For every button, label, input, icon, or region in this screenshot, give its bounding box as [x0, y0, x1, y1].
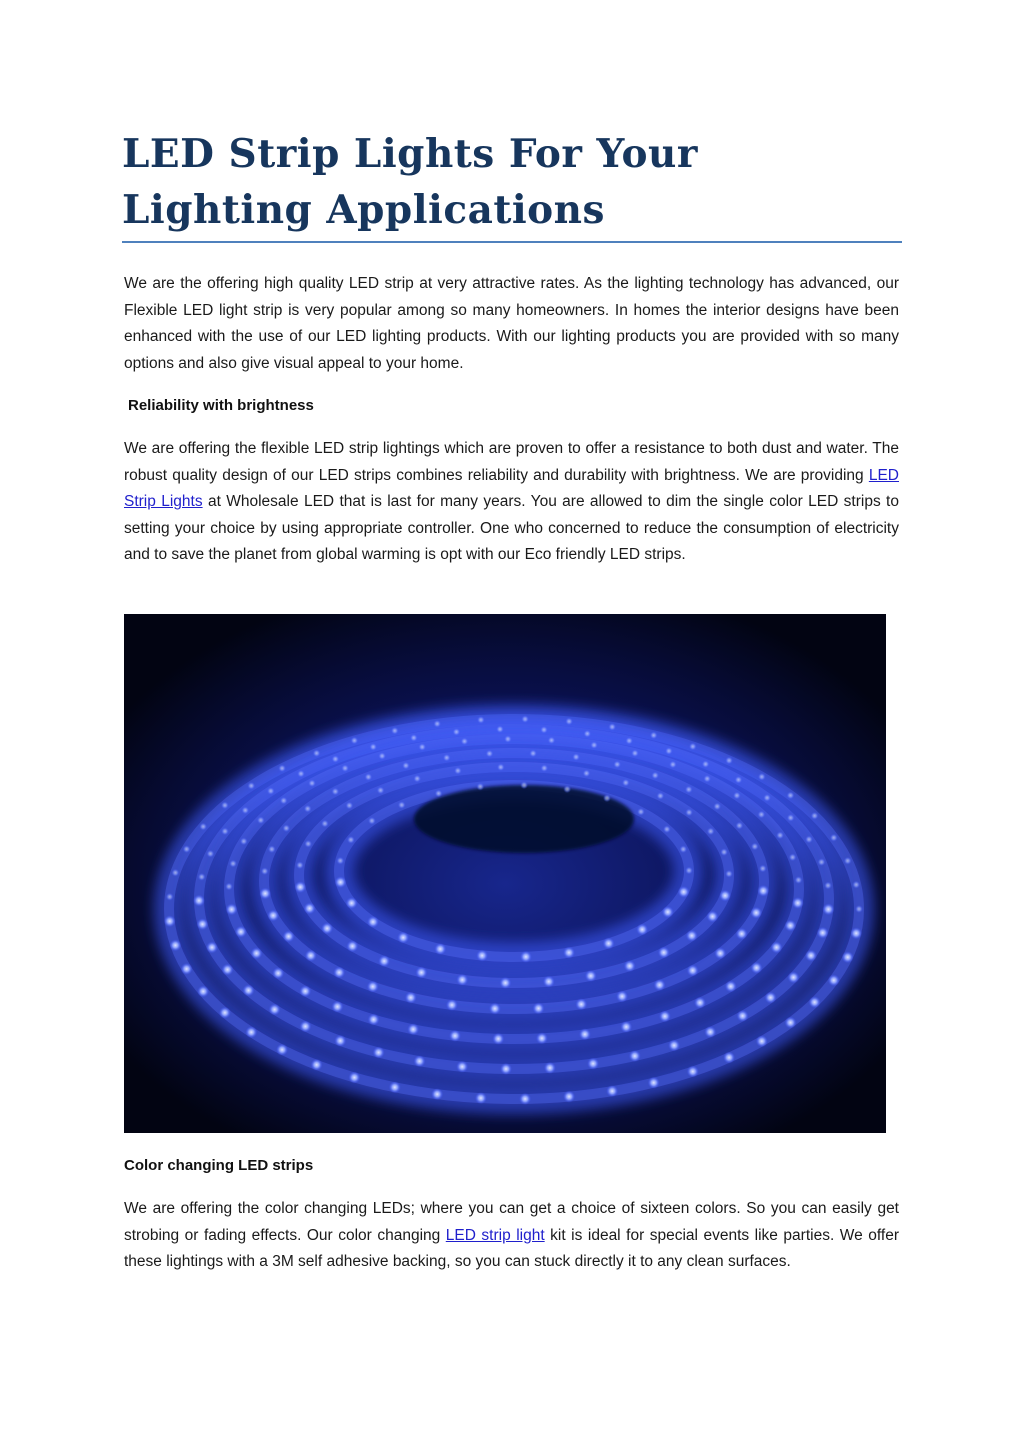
led-dot: [587, 1058, 599, 1070]
led-dot: [456, 1061, 468, 1073]
led-dot: [431, 1088, 443, 1100]
led-dot: [789, 853, 797, 861]
led-dot: [637, 808, 645, 816]
led-dot: [787, 791, 795, 799]
led-dot: [378, 752, 386, 760]
led-dot: [405, 992, 417, 1004]
led-dot: [449, 1030, 461, 1042]
led-dot: [784, 920, 796, 932]
led-dot: [613, 760, 621, 768]
led-dot: [662, 906, 674, 918]
led-dot: [434, 943, 446, 955]
led-dot: [311, 1059, 323, 1071]
led-dot: [331, 1001, 343, 1013]
led-dot: [563, 1091, 575, 1103]
led-dot: [456, 974, 468, 986]
led-dot: [413, 775, 421, 783]
led-dot: [452, 728, 460, 736]
led-dot: [305, 950, 317, 962]
led-dot: [345, 802, 353, 810]
led-dot: [222, 964, 234, 976]
led-dot: [750, 907, 762, 919]
led-dot: [685, 867, 693, 875]
led-dot: [276, 1044, 288, 1056]
led-dot: [164, 915, 176, 927]
led-dot: [529, 749, 537, 757]
led-dot: [321, 922, 333, 934]
led-dot: [521, 715, 529, 723]
led-dot: [294, 881, 306, 893]
led-dot: [620, 1021, 632, 1033]
section-heading-color-changing: Color changing LED strips: [124, 1157, 314, 1174]
led-dot: [304, 840, 312, 848]
led-dot: [735, 822, 743, 830]
led-dot: [221, 827, 229, 835]
led-dot: [852, 881, 860, 889]
led-dot: [391, 727, 399, 735]
led-dot: [377, 786, 385, 794]
led-dot: [346, 897, 358, 909]
led-dot: [669, 761, 677, 769]
led-dot: [368, 817, 376, 825]
led-dot: [707, 911, 719, 923]
led-dot: [540, 726, 548, 734]
led-dot: [686, 930, 698, 942]
led-dot: [792, 897, 804, 909]
led-coil-image: [124, 614, 886, 1133]
led-dot: [500, 1063, 512, 1075]
led-dot: [585, 970, 597, 982]
led-dot: [304, 805, 312, 813]
led-dot: [565, 717, 573, 725]
led-dot: [313, 749, 321, 757]
led-dot: [197, 918, 209, 930]
led-dot: [308, 779, 316, 787]
led-dot: [855, 905, 863, 913]
led-dot: [707, 827, 715, 835]
led-dot: [243, 984, 255, 996]
led-dot: [461, 737, 469, 745]
led-dot: [668, 1039, 680, 1051]
led-dot: [648, 1077, 660, 1089]
led-dot: [367, 916, 379, 928]
led-dot: [267, 910, 279, 922]
led-dot: [651, 771, 659, 779]
led-dot: [259, 888, 271, 900]
led-dot: [407, 1023, 419, 1035]
led-dot: [235, 926, 247, 938]
led-strip-photo: [124, 614, 886, 1133]
led-dot: [725, 980, 737, 992]
led-dot: [257, 816, 265, 824]
led-dot: [347, 836, 355, 844]
led-dot: [282, 824, 290, 832]
led-dot: [410, 734, 418, 742]
led-dot: [737, 1010, 749, 1022]
led-dot: [830, 834, 838, 842]
led-dot: [817, 927, 829, 939]
led-dot: [443, 754, 451, 762]
led-dot: [489, 1003, 501, 1015]
led-dot: [269, 1004, 281, 1016]
led-dot: [733, 792, 741, 800]
led-dot: [678, 886, 690, 898]
led-dot: [544, 1062, 556, 1074]
led-dot: [199, 823, 207, 831]
led-dot: [663, 825, 671, 833]
led-dot: [335, 876, 347, 888]
led-dot: [268, 845, 276, 853]
led-dot: [590, 741, 598, 749]
led-dot: [758, 773, 766, 781]
led-dot: [477, 716, 485, 724]
led-dot: [735, 776, 743, 784]
led-dot: [714, 947, 726, 959]
led-dot: [221, 801, 229, 809]
led-dot: [166, 893, 174, 901]
led-dot: [350, 737, 358, 745]
led-dot: [624, 960, 636, 972]
led-dot: [787, 814, 795, 822]
led-dot: [299, 1020, 311, 1032]
led-dot: [679, 845, 687, 853]
led-dot: [751, 843, 759, 851]
led-dot: [454, 767, 462, 775]
led-dot: [171, 869, 179, 877]
led-dot: [809, 996, 821, 1008]
led-dot: [206, 850, 214, 858]
led-dot: [348, 1072, 360, 1084]
led-dot: [197, 985, 209, 997]
led-dot: [181, 963, 193, 975]
led-dot: [757, 811, 765, 819]
led-dot: [583, 730, 591, 738]
led-dot: [629, 1050, 641, 1062]
led-dot: [736, 928, 748, 940]
led-dot: [757, 885, 769, 897]
led-dot: [625, 737, 633, 745]
led-dot: [283, 930, 295, 942]
led-dot: [334, 1035, 346, 1047]
led-dot: [367, 981, 379, 993]
led-dot: [763, 794, 771, 802]
led-dot: [169, 939, 181, 951]
led-dot: [435, 789, 443, 797]
led-dot: [659, 1010, 671, 1022]
led-strip-lights-link[interactable]: LED Strip Lights: [124, 466, 899, 511]
led-dot: [636, 924, 648, 936]
led-dot: [247, 782, 255, 790]
title-divider: [122, 241, 902, 243]
led-dot: [583, 769, 591, 777]
led-dot: [346, 940, 358, 952]
led-dot: [616, 990, 628, 1002]
led-dot: [548, 736, 556, 744]
led-dot: [606, 1085, 618, 1097]
led-dot: [198, 873, 206, 881]
led-dot: [765, 992, 777, 1004]
led-dot: [519, 1093, 531, 1105]
led-dot: [703, 775, 711, 783]
led-dot: [656, 792, 664, 800]
led-dot: [241, 806, 249, 814]
led-dot: [398, 801, 406, 809]
led-dot: [685, 786, 693, 794]
led-dot: [397, 932, 409, 944]
led-dot: [536, 1032, 548, 1044]
led-dot: [719, 890, 731, 902]
color-changing-paragraph: [124, 1196, 899, 1276]
led-dot: [713, 802, 721, 810]
led-dot: [299, 985, 311, 997]
led-strip-light-link[interactable]: LED strip light: [445, 1226, 545, 1244]
led-dot: [759, 865, 767, 873]
led-dot: [418, 743, 426, 751]
led-dot: [824, 882, 832, 890]
led-dot: [689, 743, 697, 751]
led-dot: [694, 997, 706, 1009]
led-dot: [818, 858, 826, 866]
led-dot: [572, 753, 580, 761]
led-dot: [304, 902, 316, 914]
reliability-paragraph: [124, 436, 899, 569]
led-dot: [486, 750, 494, 758]
led-dot: [575, 998, 587, 1010]
led-dot: [540, 764, 548, 772]
led-dot: [811, 812, 819, 820]
led-dot: [850, 927, 862, 939]
led-dot: [788, 971, 800, 983]
led-dot: [280, 797, 288, 805]
led-dot: [492, 1033, 504, 1045]
led-dot: [776, 831, 784, 839]
led-dot: [687, 965, 699, 977]
led-dot: [446, 999, 458, 1011]
led-dot: [579, 1028, 591, 1040]
led-dot: [842, 951, 854, 963]
section-heading-reliability: Reliability with brightness: [128, 397, 314, 414]
led-dot: [687, 1066, 699, 1078]
led-dot: [685, 808, 693, 816]
led-dot: [193, 895, 205, 907]
led-dot: [543, 976, 555, 988]
led-dot: [805, 950, 817, 962]
led-dot: [229, 860, 237, 868]
led-dot: [251, 947, 263, 959]
led-dot: [704, 1026, 716, 1038]
led-dot: [720, 848, 728, 856]
led-dot: [415, 967, 427, 979]
led-dot: [756, 1035, 768, 1047]
led-dot: [504, 735, 512, 743]
led-dot: [844, 857, 852, 865]
led-dot: [631, 749, 639, 757]
color-text-start: We are offering the color changing LEDs; where you can get a choice of sixteen colors. So you can easily get strobing or fading effects. Our color changing: [124, 1200, 899, 1244]
led-dot: [331, 755, 339, 763]
led-dot: [533, 1002, 545, 1014]
led-dot: [702, 760, 710, 768]
led-dot: [725, 870, 733, 878]
led-dot: [240, 837, 248, 845]
led-dot: [373, 1047, 385, 1059]
led-dot: [414, 1055, 426, 1067]
led-dot: [297, 770, 305, 778]
led-dot: [475, 1092, 487, 1104]
led-dot: [364, 773, 372, 781]
led-dot: [226, 903, 238, 915]
led-dot: [402, 762, 410, 770]
led-dot: [368, 1014, 380, 1026]
led-dot: [321, 820, 329, 828]
led-dot: [219, 1007, 231, 1019]
led-dot: [267, 787, 275, 795]
led-dot: [795, 876, 803, 884]
led-dot: [225, 883, 233, 891]
reliability-text-start: We are offering the flexible LED strip lightings which are proven to offer a resistance to both dust and water. The robust quality design of our LED strips combines reliability and durability with brightness. We are providing: [124, 440, 899, 484]
led-dot: [496, 725, 504, 733]
led-dot: [822, 903, 834, 915]
led-dot: [245, 1026, 257, 1038]
coil-center-shadow: [414, 785, 634, 853]
led-dot: [272, 967, 284, 979]
led-dot: [296, 861, 304, 869]
led-dot: [563, 785, 571, 793]
led-dot: [497, 763, 505, 771]
led-dot: [658, 947, 670, 959]
led-dot: [828, 974, 840, 986]
led-dot: [476, 950, 488, 962]
color-text-end: kit is ideal for special events like parties. We offer these lightings with a 3M self adhesive backing, so you can stuck directly it to any clean surfaces.: [124, 1226, 899, 1271]
led-dot: [369, 743, 377, 751]
led-dot: [725, 757, 733, 765]
led-dot: [499, 977, 511, 989]
led-dot: [476, 783, 484, 791]
intro-paragraph: We are the offering high quality LED strip at very attractive rates. As the lighting technology has advanced, our Flexible LED light strip is very popular among so many homeowners. In homes the interior designs have been enhanced with the use of our LED lighting products. With our lighting products you are provided with so many options and also give visual appeal to your home.: [124, 275, 899, 372]
led-dot: [520, 951, 532, 963]
led-dot: [603, 937, 615, 949]
led-dot: [771, 941, 783, 953]
page-title: LED Strip Lights For Your Lighting Applications: [122, 131, 698, 233]
led-dot: [665, 747, 673, 755]
led-dot: [603, 794, 611, 802]
led-dot: [336, 857, 344, 865]
led-dot: [650, 731, 658, 739]
led-dot: [608, 723, 616, 731]
led-dot: [333, 967, 345, 979]
led-dot: [331, 788, 339, 796]
led-dot: [278, 764, 286, 772]
led-dot: [261, 867, 269, 875]
led-dot: [183, 845, 191, 853]
led-dot: [785, 1017, 797, 1029]
led-dot: [341, 764, 349, 772]
led-dot: [206, 941, 218, 953]
led-dot: [389, 1081, 401, 1093]
led-dot: [622, 779, 630, 787]
led-dot: [520, 781, 528, 789]
reliability-text-end: at Wholesale LED that is last for many years. You are allowed to dim the single color LED strips to setting your choice by using appropriate controller. One who concerned to reduce the consumption of electricity and to save the planet from global warming is opt with our Eco friendly LED strips.: [124, 493, 899, 564]
led-dot: [378, 955, 390, 967]
led-dot: [654, 979, 666, 991]
led-dot: [805, 835, 813, 843]
led-dot: [433, 720, 441, 728]
led-dot: [751, 962, 763, 974]
led-dot: [563, 947, 575, 959]
led-dot: [723, 1052, 735, 1064]
